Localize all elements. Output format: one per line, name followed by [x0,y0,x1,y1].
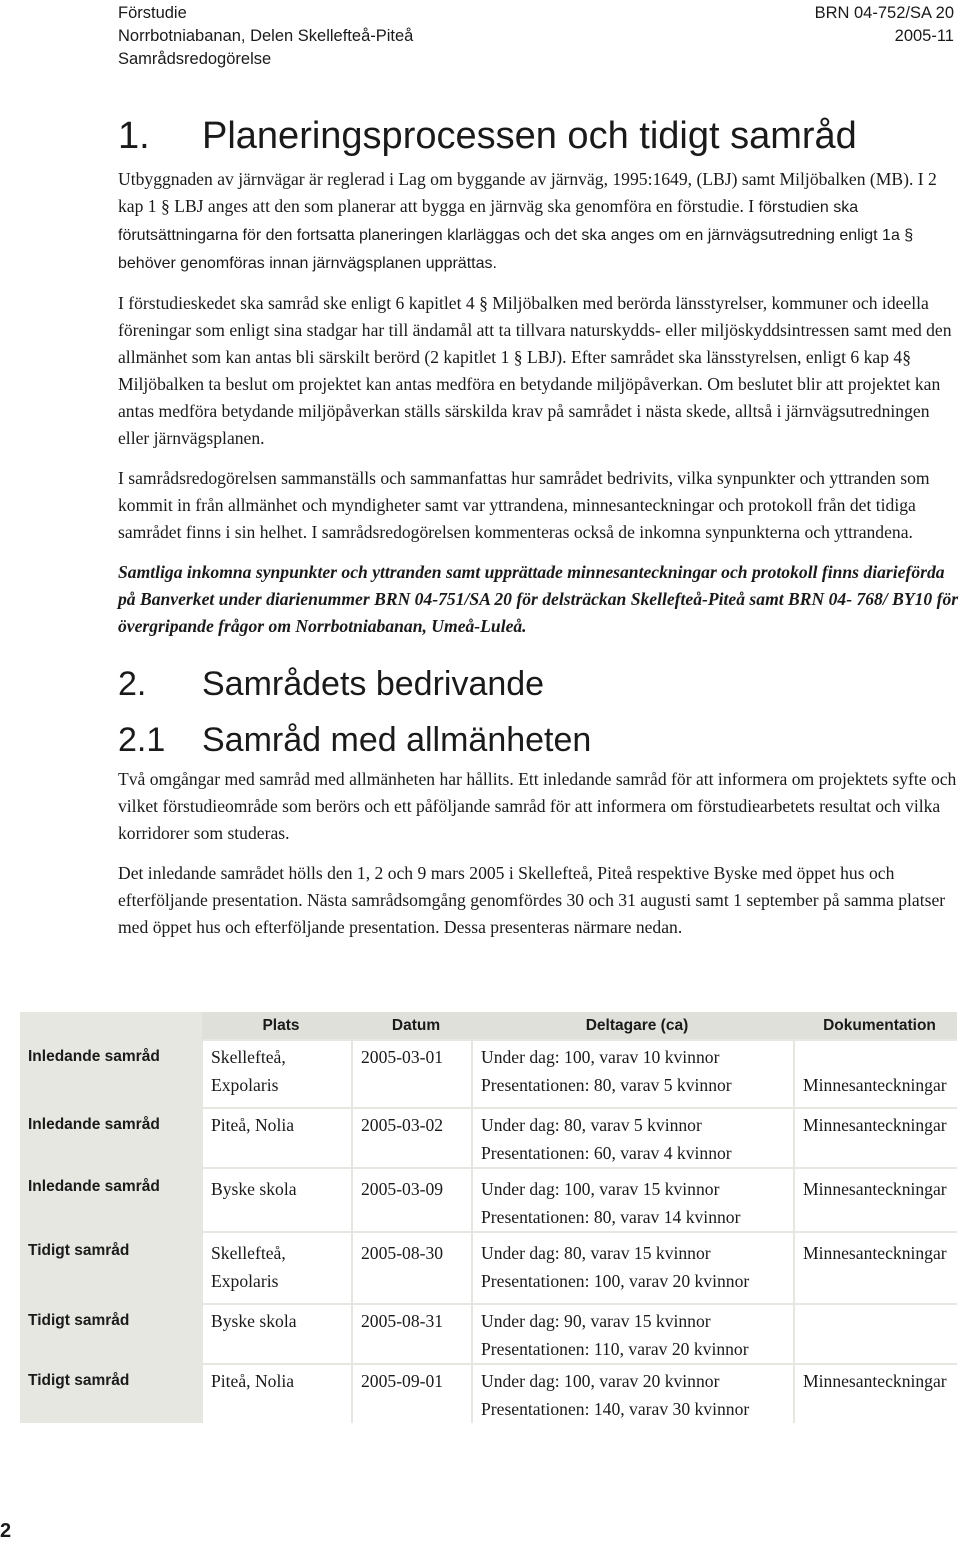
section-title: Planeringsprocessen och tidigt samråd [202,115,857,157]
table-header-datum: Datum [352,1012,472,1040]
plats-line: Skellefteå, [211,1047,286,1067]
deltagare-line: Presentationen: 110, varav 20 kvinnor [481,1339,749,1359]
row-plats [202,1040,352,1108]
paragraph: I förstudieskedet ska samråd ske enligt 6 kapitlet 4 § Miljöbalken med berörda länsstyrelser, kommuner och ideella föreningar som enligt sina stadgar har till ändamål att ta tillvara naturskydds- eller miljöskyddsintressen samt med den allmänhet som kan antas bli särskilt berörd (2 kapitlet 1 § LBJ). Efter samrådet ska länsstyrelsen, enligt 6 kap 4§ Miljöbalken ta beslut om projektet kan antas medföra en betydande miljöpåverkan. Om beslutet blir att projektet kan antas medföra betydande miljöpåverkan ställs särskilda krav på samrådet i nästa skede, alltså i järnvägsutredningen eller järnvägsplanen. [118,293,952,448]
row-type: Tidigt samråd [28,1312,130,1329]
section-number: 2.1 [118,721,166,759]
table-row [20,1364,957,1423]
row-dokumentation: Minnesanteckningar [794,1364,957,1423]
row-type: Inledande samråd [28,1048,160,1065]
page-header-right [815,2,954,48]
row-dokumentation: Minnesanteckningar [794,1232,957,1304]
header-date: 2005-11 [894,27,954,45]
paragraph: Det inledande samrådet hölls den 1, 2 och 9 mars 2005 i Skellefteå, Piteå respektive Byske med öppet hus och efterföljande presentation. Nästa samrådsomgång genomfördes 30 och 31 augusti samt 1 september på samma platser med öppet hus och efterföljande presentation. Dessa presenteras närmare nedan. [118,863,946,937]
row-type: Tidigt samråd [28,1242,130,1259]
section-1-heading [118,110,960,162]
row-type: Tidigt samråd [28,1372,130,1389]
row-deltagare [472,1304,794,1364]
section-2-1-heading [118,716,960,764]
row-datum: 2005-03-02 [352,1108,472,1168]
emphasized-paragraph: Samtliga inkomna synpunkter och yttranden samt upprättade minnesanteckningar och protokoll finns diarieförda på Banverket under diarienummer BRN 04-751/SA 20 för delsträckan Skellefteå-Piteå samt BRN 04- 768/ BY10 för övergripande frågor om Norrbotniabanan, Umeå-Luleå. [118,562,959,636]
row-dokumentation: Minnesanteckningar [794,1108,957,1168]
table-header-row [20,1012,957,1040]
row-deltagare [472,1232,794,1304]
paragraph [118,166,960,277]
row-dokumentation: Minnesanteckningar [794,1040,957,1108]
plats-line: Skellefteå, [211,1243,286,1263]
deltagare-line: Presentationen: 140, varav 30 kvinnor [481,1399,750,1419]
section-number: 2. [118,665,147,703]
row-plats [202,1232,352,1304]
row-type: Inledande samråd [28,1178,160,1195]
table-header-dokumentation: Dokumentation [794,1012,957,1040]
paragraph-serif-part: Utbyggnaden av järnvägar är reglerad i Lag om byggande av järnväg, 1995:1649, (LBJ) samt Miljöbalken (MB). I 2 kap 1 § LBJ anges att den som planerar att bygga en järnväg ska genomföra en förstudie. I [118,169,937,216]
main-content [118,110,960,954]
deltagare-line: Presentationen: 80, varav 14 kvinnor [481,1207,741,1227]
table-header-empty [20,1012,202,1040]
row-datum: 2005-03-01 [352,1040,472,1108]
consultation-table [20,1012,957,1423]
row-plats [202,1108,352,1168]
row-deltagare [472,1108,794,1168]
table-row [20,1108,957,1168]
table-header-plats: Plats [202,1012,352,1040]
plats-line: Byske skola [211,1179,297,1199]
deltagare-line: Under dag: 100, varav 15 kvinnor [481,1179,720,1199]
paragraph: I samrådsredogörelsen sammanställs och sammanfattas hur samrådet bedrivits, vilka synpunkter och yttranden som kommit in från allmänhet och myndigheter samt var yttrandena, minnesanteckningar och protokoll från det tidiga samrådet finns i sin helhet. I samrådsredogörelsen kommenteras också de inkomna synpunkterna och yttrandena. [118,468,930,542]
deltagare-line: Under dag: 90, varav 15 kvinnor [481,1311,711,1331]
row-plats [202,1364,352,1423]
row-deltagare [472,1040,794,1108]
header-project: Norrbotniabanan, Delen Skellefteå-Piteå [118,27,414,45]
deltagare-line: Under dag: 80, varav 15 kvinnor [481,1243,711,1263]
row-dokumentation [794,1304,957,1364]
plats-line: Piteå, Nolia [211,1371,295,1391]
table-header-deltagare: Deltagare (ca) [472,1012,794,1040]
row-deltagare [472,1168,794,1232]
table-row [20,1232,957,1304]
page-number: 2 [0,1520,12,1542]
deltagare-line: Presentationen: 100, varav 20 kvinnor [481,1271,750,1291]
header-reference: BRN 04-752/SA 20 [814,4,954,22]
row-type: Inledande samråd [28,1116,160,1133]
row-deltagare [472,1364,794,1423]
plats-line: Expolaris [211,1271,279,1291]
deltagare-line: Presentationen: 60, varav 4 kvinnor [481,1143,732,1163]
paragraph-sans-part: förstudien ska förutsättningarna för den fortsatta planeringen klarläggas och det ska anges om en järnvägsutredning enligt 1a § behöver genomföras innan järnvägsplanen upprättas. [118,199,914,272]
header-doc-type: Förstudie [118,4,187,22]
deltagare-line: Under dag: 80, varav 5 kvinnor [481,1115,702,1135]
section-2-heading [118,660,960,708]
paragraph: Två omgångar med samråd med allmänheten har hållits. Ett inledande samråd för att informera om projektets syfte och vilket förstudieområde som berörs och ett påföljande samråd för att informera om förstudiearbetets resultat och vilka korridorer som studeras. [118,769,957,843]
table-row [20,1040,957,1108]
plats-line: Piteå, Nolia [211,1115,295,1135]
row-dokumentation: Minnesanteckningar [794,1168,957,1232]
row-datum: 2005-03-09 [352,1168,472,1232]
plats-line: Expolaris [211,1075,279,1095]
table-row [20,1304,957,1364]
row-plats [202,1168,352,1232]
section-number: 1. [118,115,150,157]
row-plats [202,1304,352,1364]
row-datum: 2005-08-31 [352,1304,472,1364]
plats-line: Byske skola [211,1311,297,1331]
deltagare-line: Presentationen: 80, varav 5 kvinnor [481,1075,732,1095]
deltagare-line: Under dag: 100, varav 20 kvinnor [481,1371,720,1391]
section-title: Samråd med allmänheten [202,721,592,759]
table-row [20,1168,957,1232]
page-header-left [118,2,413,71]
section-title: Samrådets bedrivande [202,665,545,703]
deltagare-line: Under dag: 100, varav 10 kvinnor [481,1047,720,1067]
header-doc-title: Samrådsredogörelse [118,50,272,68]
row-datum: 2005-08-30 [352,1232,472,1304]
row-datum: 2005-09-01 [352,1364,472,1423]
